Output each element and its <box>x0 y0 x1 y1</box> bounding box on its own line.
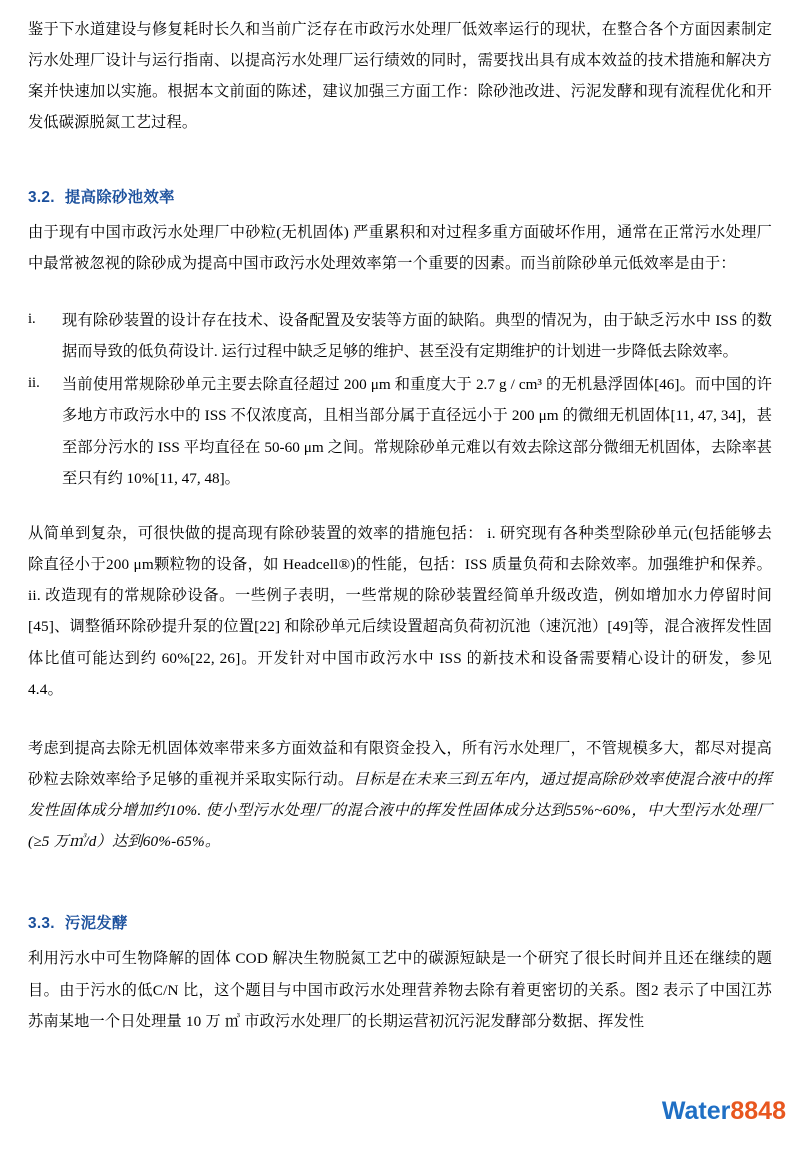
spacer <box>28 711 772 733</box>
spacer <box>28 285 772 299</box>
section-3-3-heading <box>28 911 772 933</box>
section-3-2-lead-paragraph: 由于现有中国市政污水处理厂中砂粒(无机固体) 严重累积和对过程多重方面破坏作用，通常在正常污水处理厂中最常被忽视的除砂成为提高中国市政污水处理效率第一个重要的因素。而当前除砂单元低效率是由于： <box>28 223 772 272</box>
spacer <box>28 145 772 159</box>
watermark-primary-text: Water <box>661 1097 731 1125</box>
list-item-marker: ii. <box>28 375 40 392</box>
spacer <box>28 863 772 885</box>
section-3-2-conclusion-paragraph <box>28 733 772 858</box>
spacer <box>28 496 772 518</box>
list-item-text: 当前使用常规除砂单元主要去除直径超过 200 μm 和重度大于 2.7 g / cm³ 的无机悬浮固体[46]。而中国的许多地方市政污水中的 ISS 不仅浓度高，且相当部分属于直径远小于 200 μm 的微细无机固体[11, 47, 34]，甚至部分污水的 ISS 平均直径在 50-60 μm 之间。常规除砂单元难以有效去除这部分微细无机固体，去除率甚至只有约 10%[11, 47, 48]。 <box>62 376 772 487</box>
site-watermark <box>662 1099 786 1124</box>
list-item-text: 现有除砂装置的设计存在技术、设备配置及安装等方面的缺陷。典型的情况为，由于缺乏污水中 ISS 的数据而导致的低负荷设计. 运行过程中缺乏足够的维护、甚至没有定期维护的计划进一步降低去除效率。 <box>62 311 772 361</box>
section-3-2-number: 3.2. <box>28 188 55 206</box>
section-3-3-number: 3.3. <box>28 915 55 933</box>
conclusion-italic-text: 目标是在未来三到五年内，通过提高除砂效率使混合液中的挥发性固体成分增加约10%. 使小型污水处理厂的混合液中的挥发性固体成分达到55%~60%，中大型污水处理厂(≥5 万㎥/d）达到60%-65%。 <box>28 770 772 851</box>
section-3-2-measures-paragraph: 从简单到复杂，可很快做的提高现有除砂装置的效率的措施包括： i. 研究现有各种类型除砂单元(包括能够去除直径小于200 μm颗粒物的设备，如 Headcell®)的性能，包括：ISS 质量负荷和去除效率。加强维护和保养。ii. 改造现有的常规除砂设备。一些例子表明，一些常规的除砂装置经简单升级改造，例如增加水力停留时间[45]、调整循环除砂提升泵的位置[22] 和除砂单元后续设置超高负荷初沉池（速沉池）[49]等，混合液挥发性固体比值可能达到约 60%[22, 26]。开发针对中国市政污水中 ISS 的新技术和设备需要精心设计的研发，参见 4.4。 <box>28 524 772 698</box>
section-3-3-paragraph: 利用污水中可生物降解的固体 COD 解决生物脱氮工艺中的碳源短缺是一个研究了很长时间并且还在继续的题目。由于污水的低C/N 比，这个题目与中国市政污水处理营养物去除有着更密切的关系。图2 表示了中国江苏苏南某地一个日处理量 10 万 ㎥ 市政污水处理厂的长期运营初沉污泥发酵部分数据、挥发性 <box>28 950 772 1030</box>
section-3-2-list <box>28 305 772 494</box>
list-item <box>28 305 772 367</box>
intro-paragraph: 鉴于下水道建设与修复耗时长久和当前广泛存在市政污水处理厂低效率运行的现状，在整合各个方面因素制定污水处理厂设计与运行指南、以提高污水处理厂运行绩效的同时，需要找出具有成本效益的技术措施和解决方案并快速加以实施。根据本文前面的陈述，建议加强三方面工作：除砂池改进、污泥发酵和现有流程优化和开发低碳源脱氮工艺过程。 <box>28 21 772 132</box>
watermark-secondary-text: 8848 <box>730 1097 786 1125</box>
section-3-2-heading <box>28 185 772 207</box>
conclusion-plain-text: 考虑到提高去除无机固体效率带来多方面效益和有限资金投入，所有污水处理厂，不管规模多大，都尽对提高砂粒去除效率给予足够的重视并采取实际行动。 <box>28 739 772 788</box>
list-item <box>28 369 772 494</box>
list-item-marker: i. <box>28 310 36 327</box>
section-3-3-title: 污泥发酵 <box>64 915 128 933</box>
section-3-2-title: 提高除砂池效率 <box>64 188 175 206</box>
